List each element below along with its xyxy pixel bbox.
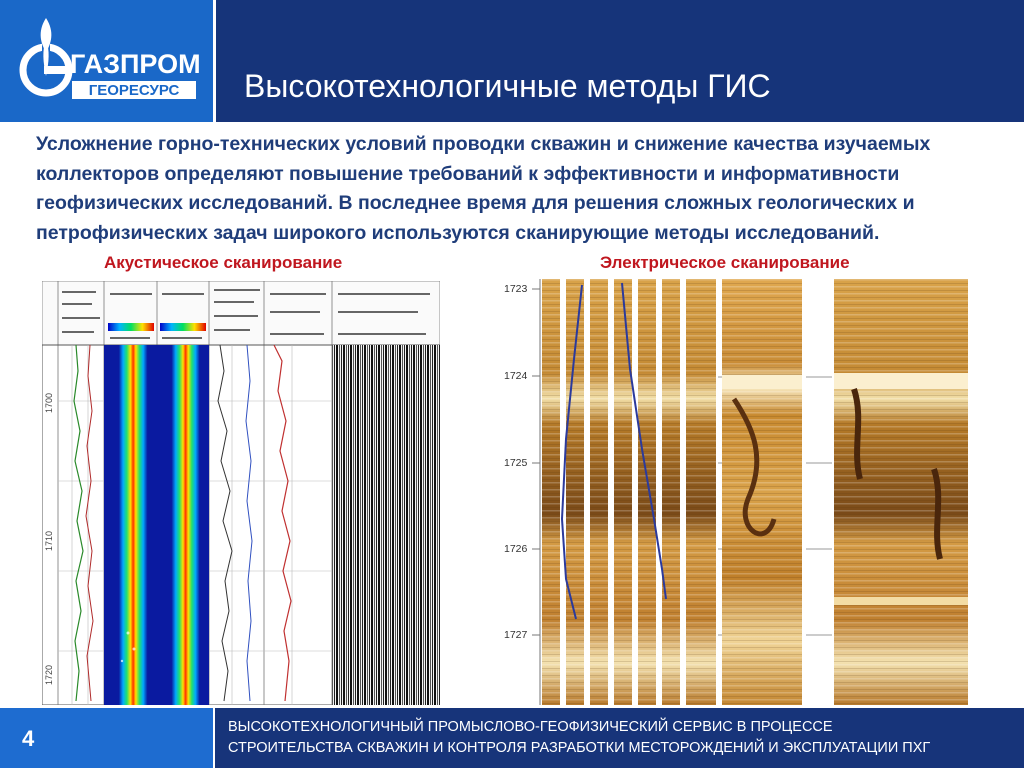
electric-depth-label: 1723 [504,283,528,295]
acoustic-depth-label: 1710 [44,530,54,551]
electric-depth-label: 1725 [504,457,528,469]
footer-line: СТРОИТЕЛЬСТВА СКВАЖИН И КОНТРОЛЯ РАЗРАБОТКИ МЕСТОРОЖДЕНИЙ И ЭКСПЛУАТАЦИИ ПХГ [228,740,931,756]
acoustic-log-image [42,281,440,705]
logo-name: ГАЗПРОМ [70,49,201,79]
logo-subtitle: ГЕОРЕСУРС [88,82,180,99]
electric-depth-label: 1727 [504,629,528,641]
logo [0,0,216,122]
electric-caption: Электрическое сканирование [600,253,850,272]
footer-bar [0,708,1024,768]
electric-depth-label: 1726 [504,543,528,555]
intro-line: Усложнение горно-технических условий проводки скважин и снижение качества изучаемых [36,133,931,155]
footer-line: ВЫСОКОТЕХНОЛОГИЧНЫЙ ПРОМЫСЛОВО-ГЕОФИЗИЧЕСКИЙ СЕРВИС В ПРОЦЕССЕ [228,719,833,735]
acoustic-depth-label: 1720 [44,664,54,685]
intro-text [36,130,996,248]
intro-line: петрофизических задач широкого используются сканирующие методы исследований. [36,221,880,244]
page-number-box [0,708,215,768]
intro-line: геофизических исследований. В последнее время для решения сложных геологических и [36,192,915,214]
intro-line: коллекторов определяют повышение требований к эффективности и информативности [36,162,900,185]
slide-title: Высокотехнологичные методы ГИС [244,68,771,104]
footer-text [228,717,930,759]
acoustic-depth-label: 1700 [44,392,54,413]
acoustic-caption: Акустическое сканирование [104,253,343,272]
electric-scan-image [504,279,970,705]
electric-depth-label: 1724 [504,370,528,382]
gazprom-flame-icon [0,0,213,122]
header-bar [0,0,1024,122]
page-number: 4 [22,726,35,751]
